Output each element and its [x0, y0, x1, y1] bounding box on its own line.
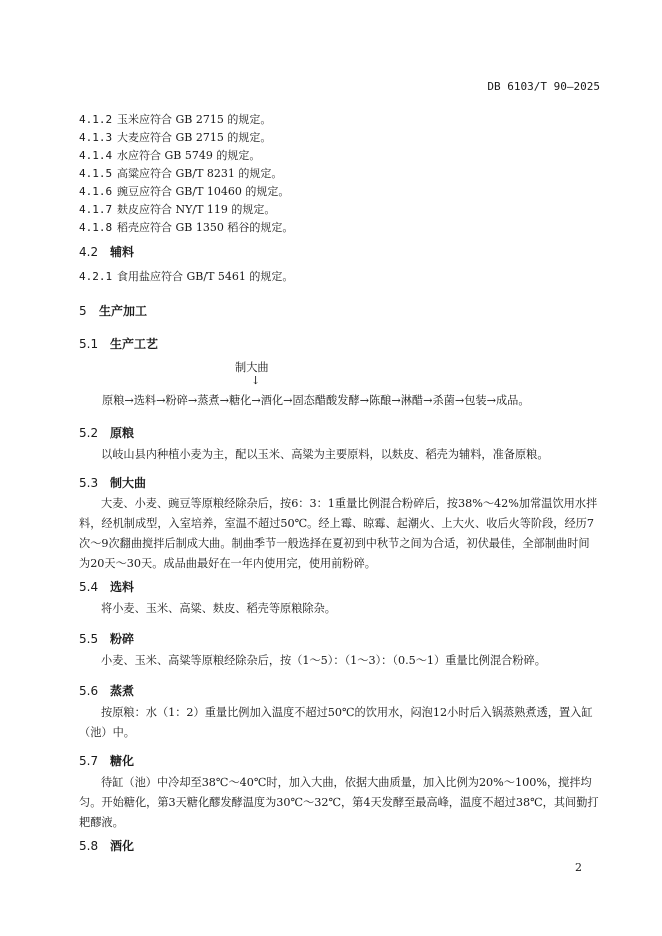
clause-text: 稻壳应符合 GB 1350 稻谷的规定。: [117, 221, 294, 234]
paragraph-5-5: 小麦、玉米、高粱等原粮经除杂后，按（1～5）：（1～3）：（0.5～1）重量比例混合粉碎。: [101, 654, 546, 667]
paragraph-5-3: 大麦、小麦、豌豆等原粮经除杂后，按6：3：1重量比例混合粉碎后，按38%～42%加常温饮用水拌料，经机制成型，入室培养，室温不超过50℃。经上霉、晾霉、起潮火、上大火、收后火等阶段，经历7次～9次翻曲搅拌后制成大曲。制曲季节一般选择在夏初到中秋节之间为合适，初伏最佳，全部制曲时间为20天～30天。成品曲最好在一年内使用完，使用前粉碎。: [79, 497, 598, 570]
paragraph-5-6: 按原粮：水（1：2）重量比例加入温度不超过50℃的饮用水，闷泡12小时后入锅蒸熟煮透，置入缸（池）中。: [79, 706, 593, 739]
clause-4-1-3: [79, 129, 271, 145]
heading-5-1: [79, 335, 158, 352]
heading-number: 5.5: [79, 632, 99, 646]
heading-number: 5.2: [79, 426, 99, 440]
clause-4-1-8: [79, 219, 293, 235]
clause-text: 水应符合 GB 5749 的规定。: [117, 149, 261, 162]
clause-4-1-4: [79, 147, 260, 163]
heading-5: [79, 302, 147, 319]
clause-4-1-2: [79, 111, 271, 127]
heading-5-2: [79, 424, 134, 441]
heading-number: 5.8: [79, 839, 99, 853]
page-number: 2: [575, 861, 582, 874]
heading-number: 5.6: [79, 684, 99, 698]
heading-title: 原粮: [110, 426, 135, 440]
heading-title: 选料: [110, 580, 135, 594]
heading-5-4: [79, 578, 134, 595]
process-flow: 原粮→选料→粉碎→蒸煮→糖化→酒化→固态醋酸发酵→陈酿→淋醋→杀菌→包装→成品。: [102, 394, 530, 407]
clause-4-1-6: [79, 183, 289, 199]
heading-5-6: [79, 682, 134, 699]
paragraph-5-7: 待缸（池）中冷却至38℃～40℃时，加入大曲，依据大曲质量，加入比例为20%～100%，搅拌均匀。开始糖化，第3天糖化醪发酵温度为30℃～32℃，第4天发酵至最高峰，温度不超过38℃，其间勤打耙醪液。: [79, 776, 599, 829]
clause-4-2-1: [79, 268, 293, 284]
heading-number: 4.2: [79, 245, 99, 259]
clause-number: 4.2.1: [79, 270, 113, 283]
clause-4-1-7: [79, 201, 275, 217]
heading-5-5: [79, 630, 134, 647]
heading-title: 糖化: [110, 754, 135, 768]
document-code: DB 6103/T 90—2025: [487, 80, 600, 93]
clause-number: 4.1.8: [79, 221, 113, 234]
clause-text: 食用盐应符合 GB/T 5461 的规定。: [117, 270, 294, 283]
clause-number: 4.1.2: [79, 113, 113, 126]
heading-number: 5.1: [79, 337, 99, 351]
heading-title: 生产工艺: [110, 337, 159, 351]
heading-number: 5.3: [79, 476, 99, 490]
clause-4-1-5: [79, 165, 282, 181]
clause-text: 麸皮应符合 NY/T 119 的规定。: [117, 203, 276, 216]
heading-title: 酒化: [110, 839, 135, 853]
flow-daqu-label: 制大曲: [235, 361, 269, 374]
heading-title: 制大曲: [110, 476, 147, 490]
heading-number: 5.4: [79, 580, 99, 594]
heading-number: 5: [79, 304, 87, 318]
clause-number: 4.1.4: [79, 149, 113, 162]
heading-number: 5.7: [79, 754, 99, 768]
clause-text: 玉米应符合 GB 2715 的规定。: [117, 113, 272, 126]
clause-number: 4.1.5: [79, 167, 113, 180]
clause-text: 大麦应符合 GB 2715 的规定。: [117, 131, 272, 144]
heading-title: 生产加工: [99, 304, 148, 318]
clause-text: 豌豆应符合 GB/T 10460 的规定。: [117, 185, 290, 198]
heading-title: 辅料: [110, 245, 135, 259]
heading-title: 蒸煮: [110, 684, 135, 698]
heading-title: 粉碎: [110, 632, 135, 646]
clause-number: 4.1.3: [79, 131, 113, 144]
flow-down-arrow-icon: ↓: [251, 374, 261, 387]
paragraph-5-2: 以岐山县内种植小麦为主，配以玉米、高粱为主要原料，以麸皮、稻壳为辅料，准备原粮。: [101, 448, 549, 461]
clause-text: 高粱应符合 GB/T 8231 的规定。: [117, 167, 283, 180]
paragraph-5-4: 将小麦、玉米、高粱、麸皮、稻壳等原粮除杂。: [101, 602, 336, 615]
heading-5-3: [79, 474, 146, 491]
heading-4-2: [79, 243, 134, 260]
clause-number: 4.1.7: [79, 203, 113, 216]
clause-number: 4.1.6: [79, 185, 113, 198]
heading-5-7: [79, 752, 134, 769]
heading-5-8: [79, 837, 134, 854]
